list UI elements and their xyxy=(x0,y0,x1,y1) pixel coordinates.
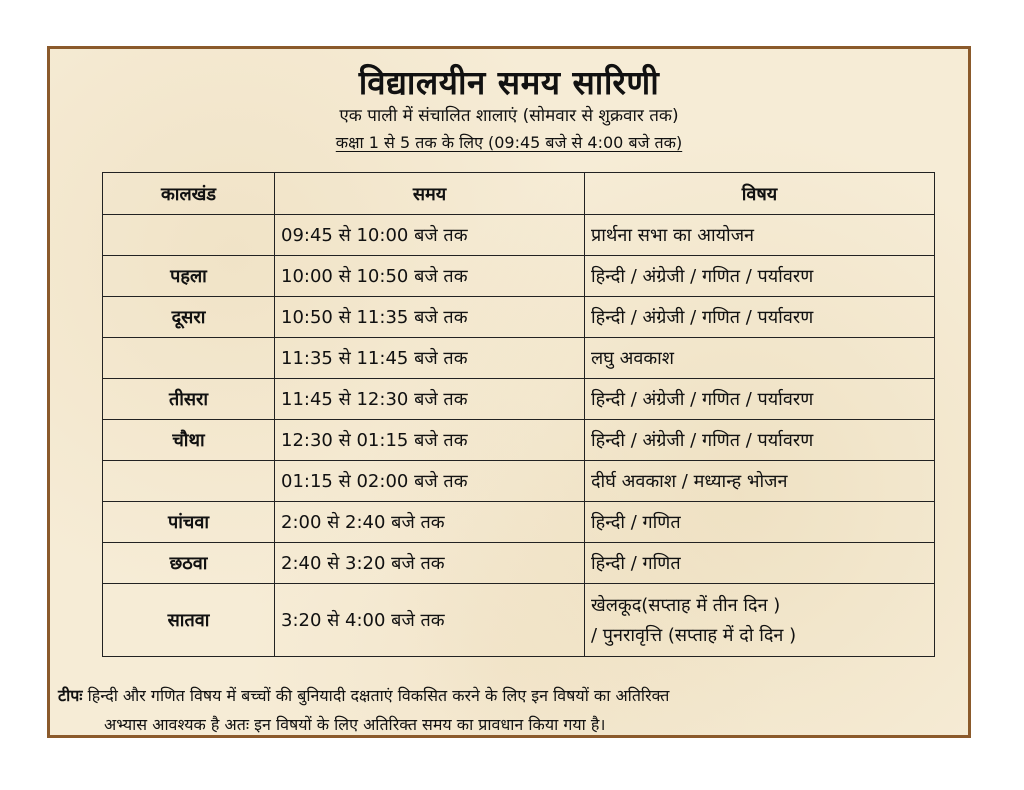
subject-cell: हिन्दी / गणित xyxy=(585,502,935,543)
time-cell: 10:00 से 10:50 बजे तक xyxy=(275,256,585,297)
table-row xyxy=(103,215,935,256)
table-row xyxy=(103,338,935,379)
time-cell: 3:20 से 4:00 बजे तक xyxy=(275,584,585,657)
subject-cell: हिन्दी / अंग्रेजी / गणित / पर्यावरण xyxy=(585,420,935,461)
subject-cell: हिन्दी / गणित xyxy=(585,543,935,584)
header-subject: विषय xyxy=(585,173,935,215)
subject-cell: हिन्दी / अंग्रेजी / गणित / पर्यावरण xyxy=(585,297,935,338)
table-row xyxy=(103,461,935,502)
document-subtitle: एक पाली में संचालित शालाएं (सोमवार से शुक्रवार तक) xyxy=(339,106,679,126)
table-row xyxy=(103,584,935,657)
subject-cell: हिन्दी / अंग्रेजी / गणित / पर्यावरण xyxy=(585,256,935,297)
subject-cell: दीर्घ अवकाश / मध्यान्ह भोजन xyxy=(585,461,935,502)
class-range-subtitle xyxy=(50,131,968,153)
class-range-text: कक्षा 1 से 5 तक के लिए (09:45 बजे से 4:00 बजे तक) xyxy=(335,133,683,152)
period-cell: पांचवा xyxy=(103,502,275,543)
period-cell: छठवा xyxy=(103,543,275,584)
period-cell: चौथा xyxy=(103,420,275,461)
subject-cell: हिन्दी / अंग्रेजी / गणित / पर्यावरण xyxy=(585,379,935,420)
table-row xyxy=(103,379,935,420)
table-row xyxy=(103,420,935,461)
time-cell: 12:30 से 01:15 बजे तक xyxy=(275,420,585,461)
table-row xyxy=(103,297,935,338)
timetable-table xyxy=(102,172,935,657)
subject-cell: प्रार्थना सभा का आयोजन xyxy=(585,215,935,256)
time-cell: 09:45 से 10:00 बजे तक xyxy=(275,215,585,256)
timetable-document xyxy=(47,46,971,738)
time-cell: 01:15 से 02:00 बजे तक xyxy=(275,461,585,502)
period-cell: पहला xyxy=(103,256,275,297)
period-cell xyxy=(103,215,275,256)
footnote xyxy=(58,681,958,739)
footnote-line-1: हिन्दी और गणित विषय में बच्चों की बुनियादी दक्षताएं विकसित करने के लिए इन विषयों का अतिरिक्त xyxy=(87,686,670,705)
header-period: कालखंड xyxy=(103,173,275,215)
period-cell xyxy=(103,338,275,379)
subject-cell: लघु अवकाश xyxy=(585,338,935,379)
period-cell: सातवा xyxy=(103,584,275,657)
footnote-label: टीपः xyxy=(58,686,83,705)
table-row xyxy=(103,502,935,543)
subject-line-1: खेलकूद(सप्ताह में तीन दिन ) xyxy=(591,595,781,616)
time-cell: 11:35 से 11:45 बजे तक xyxy=(275,338,585,379)
footnote-line-2: अभ्यास आवश्यक है अतः इन विषयों के लिए अतिरिक्त समय का प्रावधान किया गया है। xyxy=(104,715,606,734)
time-cell: 10:50 से 11:35 बजे तक xyxy=(275,297,585,338)
subject-line-2: / पुनरावृत्ति (सप्ताह में दो दिन ) xyxy=(591,625,797,646)
period-cell: दूसरा xyxy=(103,297,275,338)
table-row xyxy=(103,543,935,584)
document-title: विद्यालयीन समय सारिणी xyxy=(358,63,660,102)
table-row xyxy=(103,256,935,297)
period-cell xyxy=(103,461,275,502)
period-cell: तीसरा xyxy=(103,379,275,420)
subject-cell xyxy=(585,584,935,657)
header-time: समय xyxy=(275,173,585,215)
table-header-row xyxy=(103,173,935,215)
time-cell: 2:00 से 2:40 बजे तक xyxy=(275,502,585,543)
time-cell: 2:40 से 3:20 बजे तक xyxy=(275,543,585,584)
time-cell: 11:45 से 12:30 बजे तक xyxy=(275,379,585,420)
